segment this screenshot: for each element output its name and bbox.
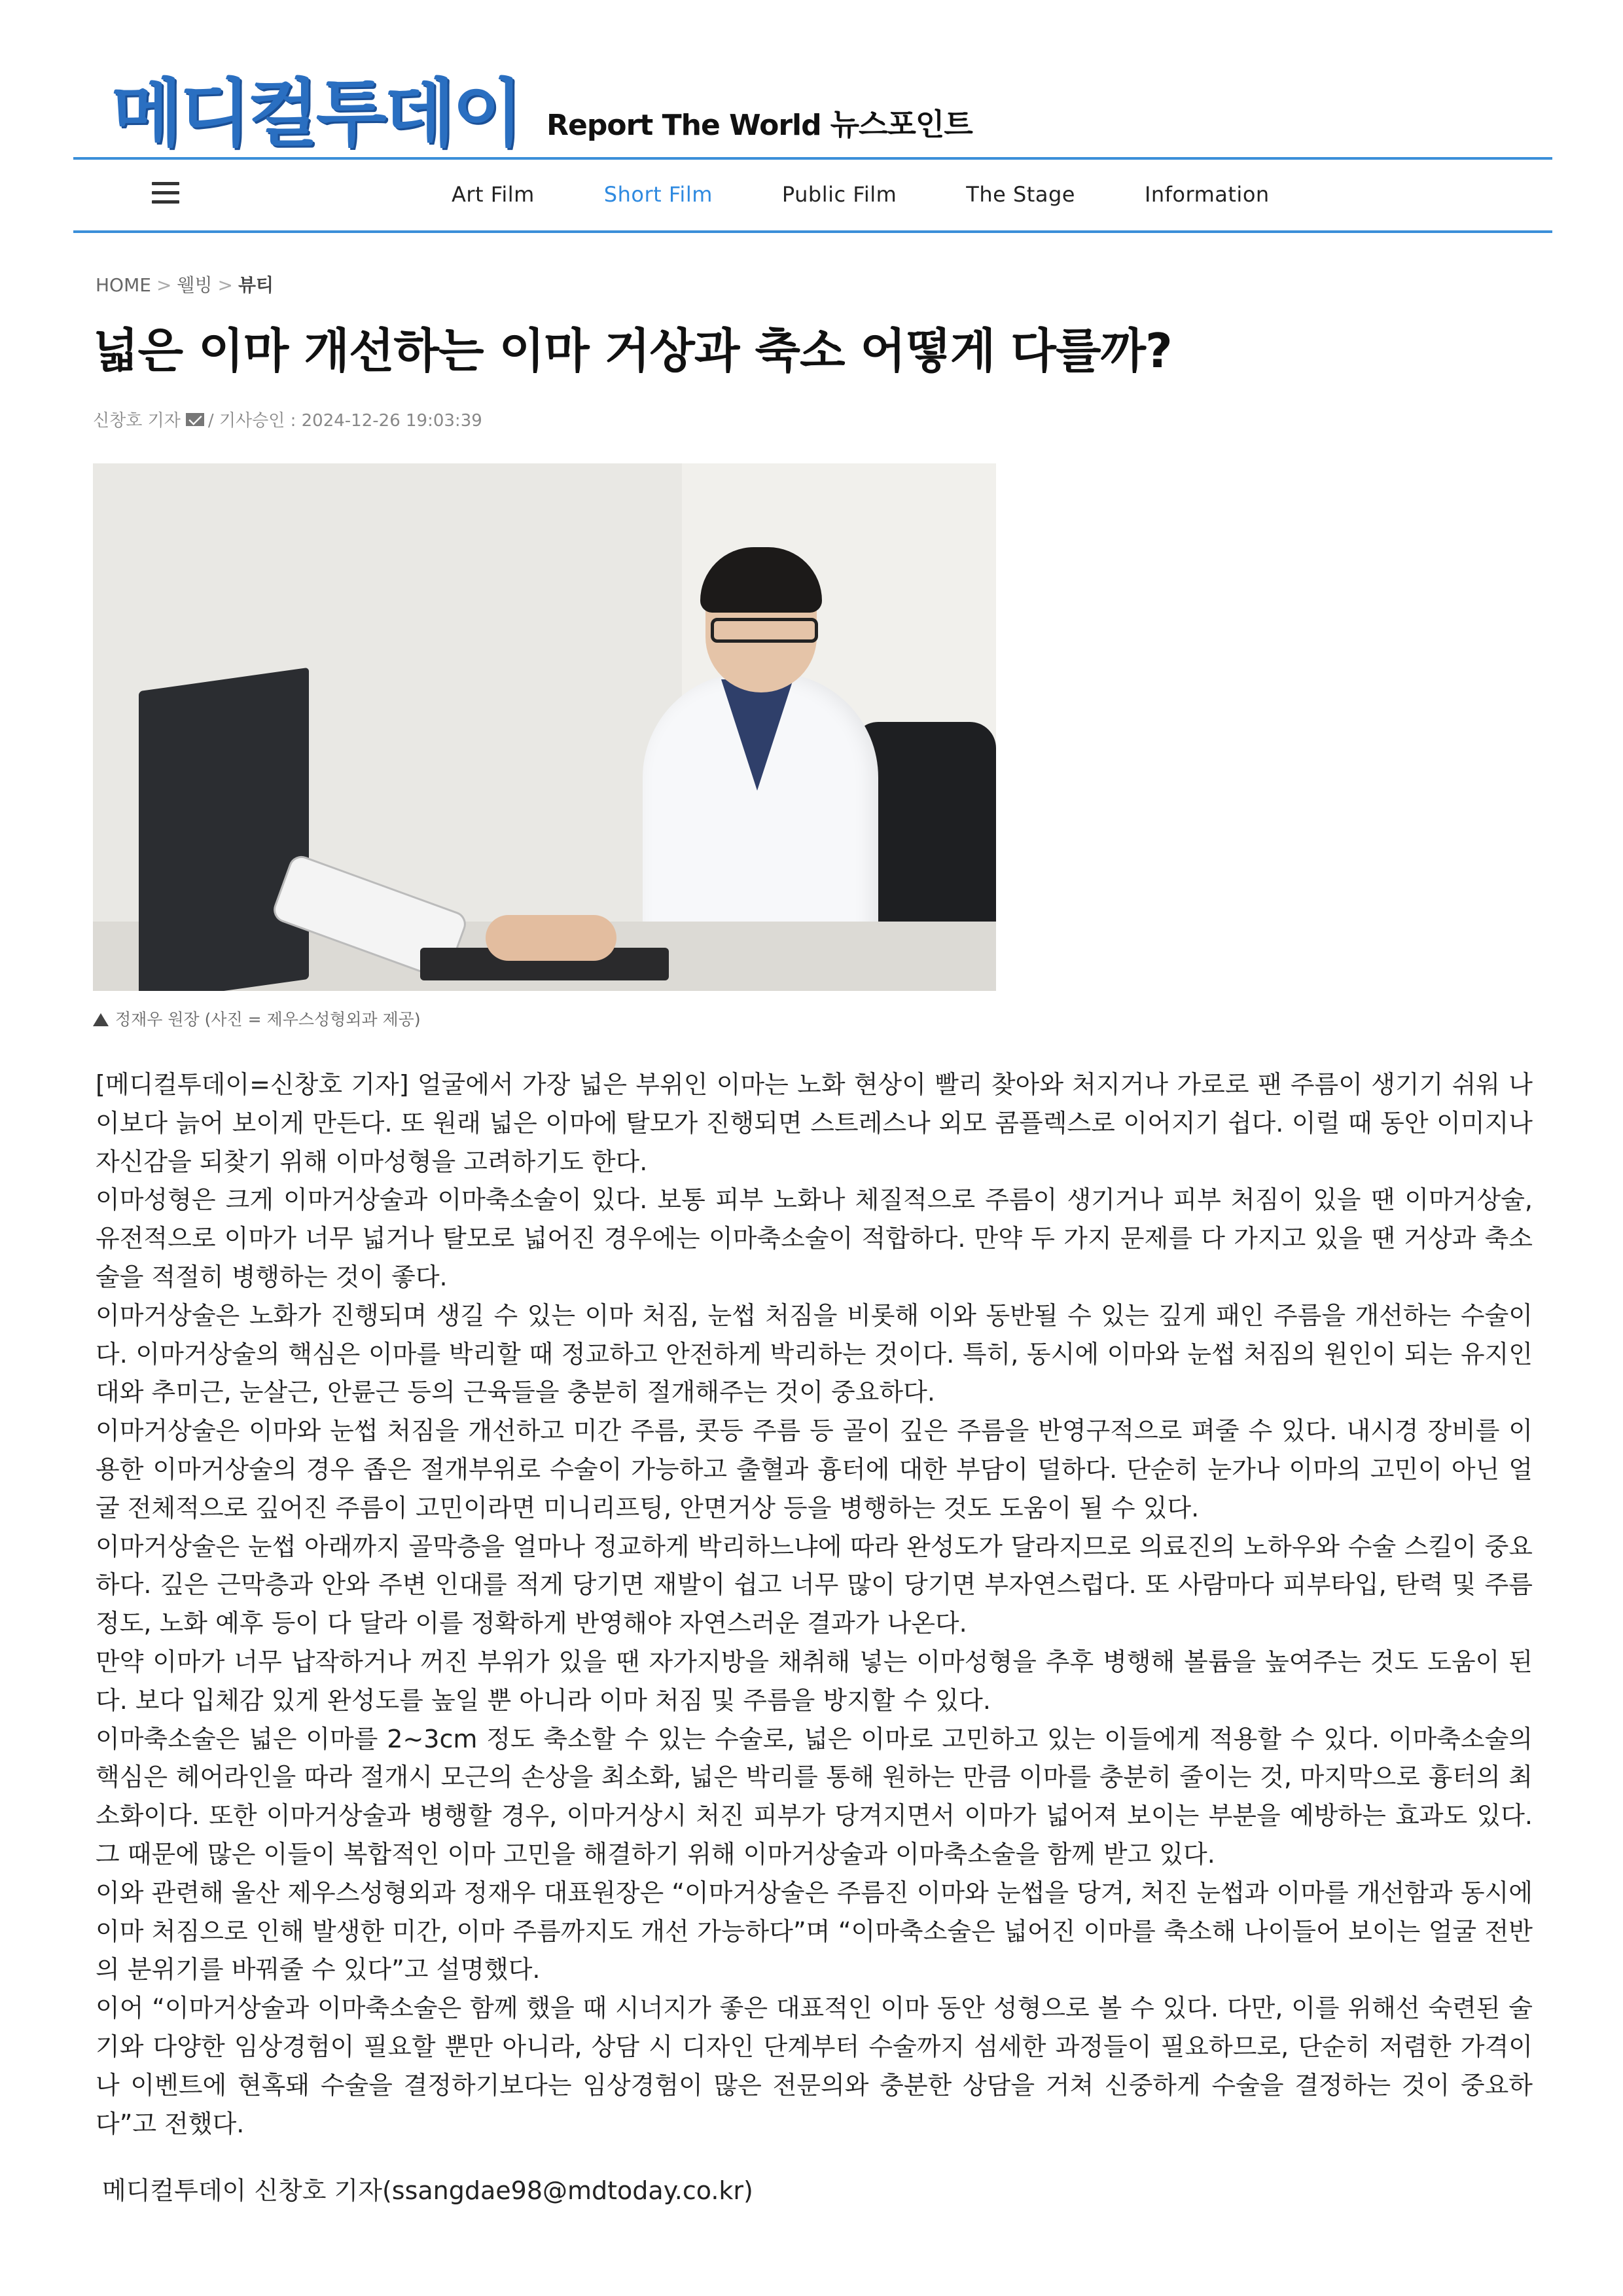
hamburger-menu-icon[interactable]	[152, 182, 179, 206]
article-paragraph: 이와 관련해 울산 제우스성형외과 정재우 대표원장은 “이마거상술은 주름진 이마와 눈썹을 당겨, 처진 눈썹과 이마를 개선함과 동시에 이마 처짐으로 인해 발생한 미간, 이마 주름까지도 개선 가능하다”며 “이마축소술은 넓어진 이마를 축소해 나이들어 보이는 얼굴 전반의 분위기를 바꿔줄 수 있다”고 설명했다.	[96, 1878, 1533, 1984]
breadcrumb-current[interactable]: 뷰티	[238, 274, 274, 296]
triangle-up-icon	[93, 1013, 109, 1026]
tagline-sub: 뉴스포인트	[830, 107, 972, 142]
masthead-inner	[111, 65, 972, 156]
nav-item-information[interactable]: Information	[1144, 182, 1270, 207]
breadcrumb	[96, 271, 274, 297]
site-logo[interactable]: 메디컬투데이	[111, 71, 521, 156]
reporter-signature: 메디컬투데이 신창호 기자(ssangdae98@mdtoday.co.kr)	[102, 2176, 753, 2205]
article-paragraph: 만약 이마가 너무 납작하거나 꺼진 부위가 있을 땐 자가지방을 채취해 넣는 이마성형을 추후 병행해 볼륨을 높여주는 것도 도움이 된다. 보다 입체감 있게 완성도를 높일 뿐 아니라 이마 처짐 및 주름을 방지할 수 있다.	[96, 1647, 1533, 1715]
article-paragraph: 이어 “이마거상술과 이마축소술은 함께 했을 때 시너지가 좋은 대표적인 이마 동안 성형으로 볼 수 있다. 다만, 이를 위해선 숙련된 술기와 다양한 임상경험이 필요할 뿐만 아니라, 상담 시 디자인 단계부터 수술까지 섬세한 과정들이 필요하므로, 단순히 저렴한 가격이나 이벤트에 현혹돼 수술을 결정하기보다는 임상경험이 많은 전문의와 충분한 상담을 거쳐 신중하게 수술을 결정하는 것이 중요하다”고 전했다.	[96, 1994, 1533, 2138]
reporter-name: 신창호 기자	[93, 411, 181, 431]
article-photo	[93, 463, 996, 991]
article-byline	[93, 407, 482, 431]
article-paragraph: [메디컬투데이=신창호 기자] 얼굴에서 가장 넓은 부위인 이마는 노화 현상이 빨리 찾아와 처지거나 가로로 팬 주름이 생기기 쉬워 나이보다 늙어 보이게 만든다. 또 원래 넓은 이마에 탈모가 진행되면 스트레스나 외모 콤플렉스로 이어지기 쉽다. 이럴 때 동안 이미지나 자신감을 되찾기 위해 이마성형을 고려하기도 한다.	[96, 1070, 1533, 1176]
tagline-text: Report The World	[546, 109, 821, 142]
article-body	[96, 1066, 1533, 2143]
article-paragraph: 이마거상술은 노화가 진행되며 생길 수 있는 이마 처짐, 눈썹 처짐을 비롯해 이와 동반될 수 있는 깊게 패인 주름을 개선하는 수술이다. 이마거상술의 핵심은 이마를 박리할 때 정교하고 안전하게 박리하는 것이다. 특히, 동시에 이마와 눈썹 처짐의 원인이 되는 유지인대와 추미근, 눈살근, 안륜근 등의 근육들을 충분히 절개해주는 것이 중요하다.	[96, 1300, 1533, 1407]
approved-date: / 기사승인 : 2024-12-26 19:03:39	[207, 411, 482, 431]
article-paragraph: 이마거상술은 이마와 눈썹 처짐을 개선하고 미간 주름, 콧등 주름 등 골이 깊은 주름을 반영구적으로 펴줄 수 있다. 내시경 장비를 이용한 이마거상술의 경우 좁은 절개부위로 수술이 가능하고 출혈과 흉터에 대한 부담이 덜하다. 단순히 눈가나 이마의 고민이 아닌 얼굴 전체적으로 깊어진 주름이 고민이라면 미니리프팅, 안면거상 등을 병행하는 것도 도움이 될 수 있다.	[96, 1416, 1533, 1522]
article-paragraph: 이마거상술은 눈썹 아래까지 골막층을 얼마나 정교하게 박리하느냐에 따라 완성도가 달라지므로 의료진의 노하우와 수술 스킬이 중요하다. 깊은 근막층과 안와 주변 인대를 적게 당기면 재발이 쉽고 너무 많이 당기면 부자연스럽다. 또 사람마다 피부타입, 탄력 및 주름 정도, 노화 예후 등이 다 달라 이를 정확하게 반영해야 자연스러운 결과가 나온다.	[96, 1532, 1533, 1638]
nav-item-the-stage[interactable]: The Stage	[966, 182, 1075, 207]
photo-caption-text: 정재우 원장 (사진 = 제우스성형외과 제공)	[115, 1010, 421, 1029]
article-paragraph: 이마성형은 크게 이마거상술과 이마축소술이 있다. 보통 피부 노화나 체질적으로 주름이 생기거나 피부 처짐이 있을 땐 이마거상술, 유전적으로 이마가 너무 넓거나 탈모로 넓어진 경우에는 이마축소술이 적합하다. 만약 두 가지 문제를 다 가지고 있을 땐 거상과 축소술을 적절히 병행하는 것이 좋다.	[96, 1185, 1533, 1291]
site-tagline	[546, 101, 972, 144]
main-navigation	[73, 157, 1552, 233]
mail-icon[interactable]	[186, 413, 204, 426]
nav-item-public-film[interactable]: Public Film	[781, 182, 897, 207]
breadcrumb-section[interactable]: 웰빙	[177, 274, 213, 296]
article-headline: 넓은 이마 개선하는 이마 거상과 축소 어떻게 다를까?	[93, 323, 1172, 378]
article-paragraph: 이마축소술은 넓은 이마를 2~3cm 정도 축소할 수 있는 수술로, 넓은 이마로 고민하고 있는 이들에게 적용할 수 있다. 이마축소술의 핵심은 헤어라인을 따라 절개시 모근의 손상을 최소화, 넓은 박리를 통해 원하는 만큼 이마를 충분히 줄이는 것, 마지막으로 흉터의 최소화이다. 또한 이마거상술과 병행할 경우, 이마거상시 처진 피부가 당겨지면서 이마가 넓어져 보이는 부분을 예방하는 효과도 있다. 그 때문에 많은 이들이 복합적인 이마 고민을 해결하기 위해 이마거상술과 이마축소술을 함께 받고 있다.	[96, 1724, 1533, 1869]
photo-caption	[93, 1007, 421, 1030]
breadcrumb-separator: >	[217, 274, 233, 296]
nav-links	[452, 182, 1339, 207]
breadcrumb-separator: >	[156, 274, 172, 296]
nav-item-art-film[interactable]: Art Film	[452, 182, 535, 207]
breadcrumb-home[interactable]: HOME	[96, 274, 151, 296]
nav-item-short-film[interactable]: Short Film	[603, 182, 713, 207]
